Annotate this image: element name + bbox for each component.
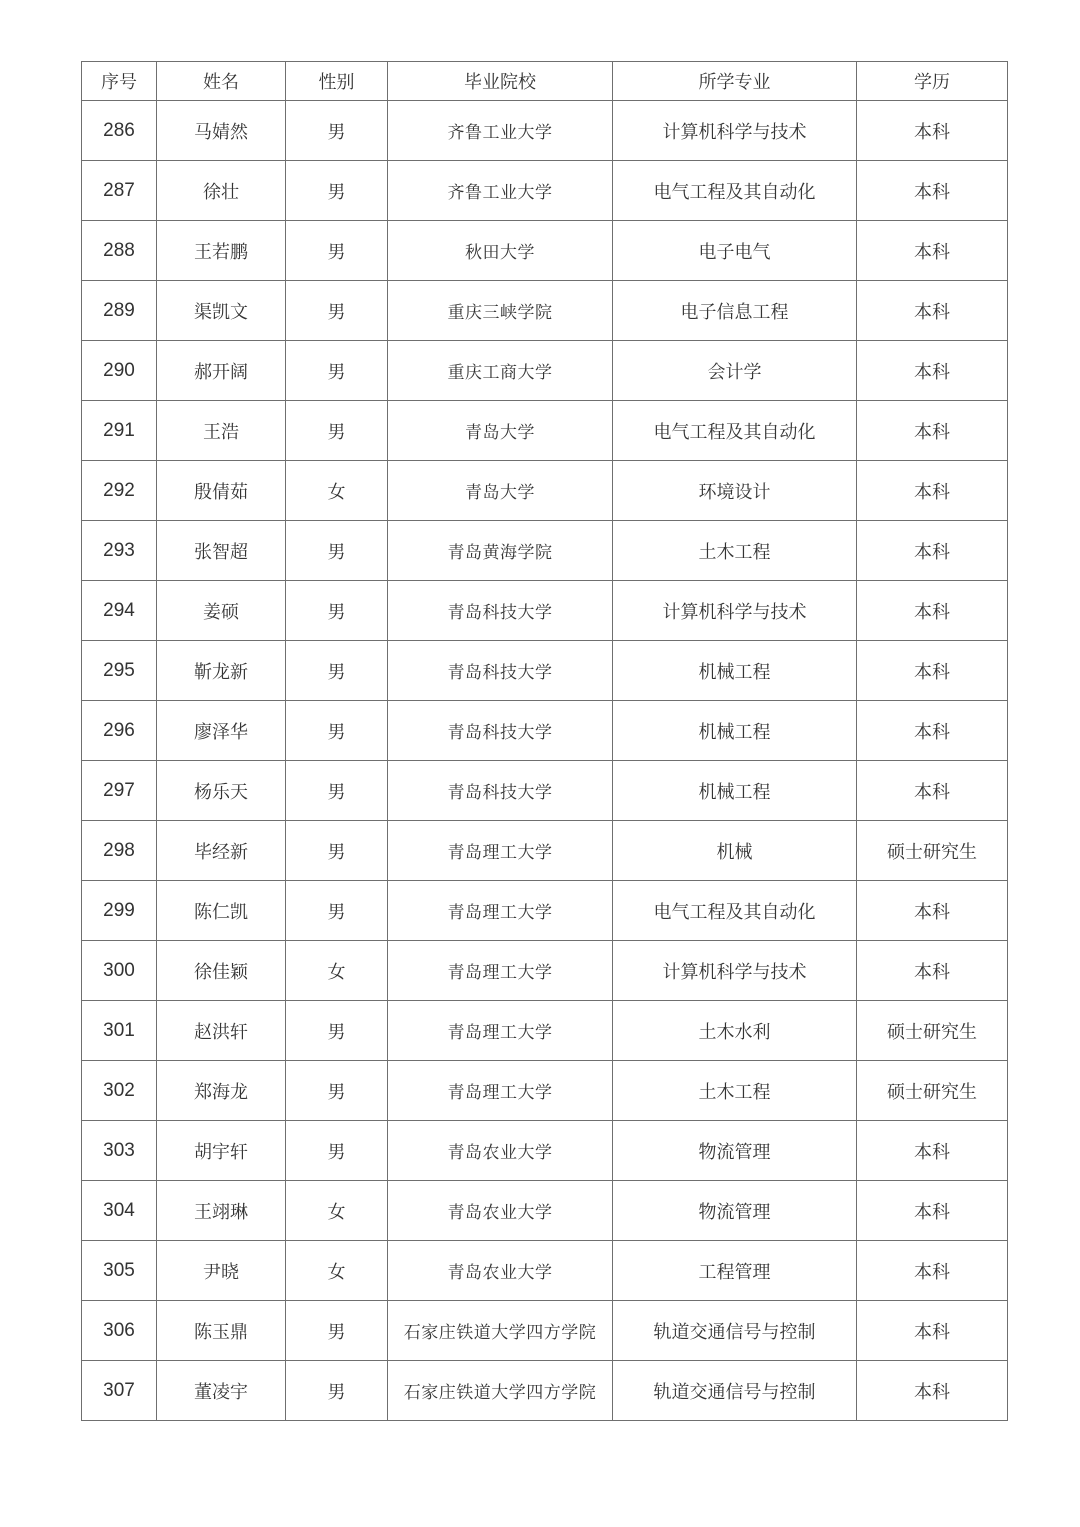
- cell-gender: 男: [286, 641, 388, 701]
- cell-serial-number: 306: [82, 1301, 157, 1361]
- table-row: [82, 941, 1008, 1001]
- cell-name: 陈玉鼎: [157, 1301, 286, 1361]
- cell-gender: 男: [286, 281, 388, 341]
- cell-school: 青岛科技大学: [388, 581, 613, 641]
- cell-degree: 本科: [857, 1361, 1008, 1421]
- cell-degree: 本科: [857, 881, 1008, 941]
- cell-major: 计算机科学与技术: [613, 101, 857, 161]
- header-school: 毕业院校: [388, 62, 613, 101]
- cell-serial-number: 286: [82, 101, 157, 161]
- cell-major: 环境设计: [613, 461, 857, 521]
- cell-serial-number: 288: [82, 221, 157, 281]
- cell-name: 毕经新: [157, 821, 286, 881]
- cell-gender: 男: [286, 401, 388, 461]
- cell-gender: 女: [286, 1181, 388, 1241]
- roster-table: [81, 61, 1008, 1421]
- cell-name: 王浩: [157, 401, 286, 461]
- cell-name: 靳龙新: [157, 641, 286, 701]
- cell-name: 姜硕: [157, 581, 286, 641]
- cell-serial-number: 291: [82, 401, 157, 461]
- table-row: [82, 461, 1008, 521]
- cell-gender: 男: [286, 581, 388, 641]
- cell-major: 轨道交通信号与控制: [613, 1361, 857, 1421]
- cell-school: 青岛理工大学: [388, 881, 613, 941]
- cell-name: 徐壮: [157, 161, 286, 221]
- cell-serial-number: 293: [82, 521, 157, 581]
- cell-name: 王翊琳: [157, 1181, 286, 1241]
- cell-serial-number: 295: [82, 641, 157, 701]
- table-body: [82, 101, 1008, 1421]
- cell-degree: 硕士研究生: [857, 821, 1008, 881]
- cell-school: 青岛理工大学: [388, 941, 613, 1001]
- cell-name: 董凌宇: [157, 1361, 286, 1421]
- cell-school: 青岛理工大学: [388, 1061, 613, 1121]
- cell-name: 赵洪轩: [157, 1001, 286, 1061]
- cell-serial-number: 300: [82, 941, 157, 1001]
- cell-name: 殷倩茹: [157, 461, 286, 521]
- cell-major: 计算机科学与技术: [613, 581, 857, 641]
- cell-name: 尹晓: [157, 1241, 286, 1301]
- cell-degree: 本科: [857, 281, 1008, 341]
- cell-degree: 本科: [857, 341, 1008, 401]
- cell-major: 机械工程: [613, 761, 857, 821]
- cell-school: 齐鲁工业大学: [388, 101, 613, 161]
- table-row: [82, 281, 1008, 341]
- cell-gender: 女: [286, 461, 388, 521]
- cell-gender: 男: [286, 521, 388, 581]
- table-row: [82, 1121, 1008, 1181]
- table-row: [82, 401, 1008, 461]
- table-row: [82, 1061, 1008, 1121]
- table-row: [82, 521, 1008, 581]
- cell-serial-number: 307: [82, 1361, 157, 1421]
- table-row: [82, 881, 1008, 941]
- cell-school: 秋田大学: [388, 221, 613, 281]
- cell-name: 张智超: [157, 521, 286, 581]
- cell-major: 土木水利: [613, 1001, 857, 1061]
- cell-school: 石家庄铁道大学四方学院: [388, 1361, 613, 1421]
- cell-gender: 男: [286, 761, 388, 821]
- table-row: [82, 1301, 1008, 1361]
- cell-school: 重庆工商大学: [388, 341, 613, 401]
- cell-major: 土木工程: [613, 1061, 857, 1121]
- cell-serial-number: 287: [82, 161, 157, 221]
- cell-major: 电子信息工程: [613, 281, 857, 341]
- cell-serial-number: 290: [82, 341, 157, 401]
- cell-serial-number: 292: [82, 461, 157, 521]
- cell-school: 重庆三峡学院: [388, 281, 613, 341]
- cell-serial-number: 304: [82, 1181, 157, 1241]
- cell-major: 物流管理: [613, 1121, 857, 1181]
- cell-degree: 本科: [857, 641, 1008, 701]
- cell-major: 机械工程: [613, 701, 857, 761]
- cell-school: 青岛大学: [388, 461, 613, 521]
- table-row: [82, 761, 1008, 821]
- cell-serial-number: 305: [82, 1241, 157, 1301]
- cell-serial-number: 289: [82, 281, 157, 341]
- cell-degree: 本科: [857, 401, 1008, 461]
- cell-degree: 本科: [857, 941, 1008, 1001]
- header-serial-number: 序号: [82, 62, 157, 101]
- cell-school: 青岛理工大学: [388, 821, 613, 881]
- cell-degree: 本科: [857, 161, 1008, 221]
- cell-school: 青岛科技大学: [388, 701, 613, 761]
- table-row: [82, 1361, 1008, 1421]
- cell-degree: 本科: [857, 221, 1008, 281]
- cell-school: 青岛大学: [388, 401, 613, 461]
- cell-school: 青岛科技大学: [388, 641, 613, 701]
- cell-degree: 本科: [857, 101, 1008, 161]
- cell-name: 渠凯文: [157, 281, 286, 341]
- cell-degree: 本科: [857, 761, 1008, 821]
- table-row: [82, 1001, 1008, 1061]
- cell-name: 胡宇轩: [157, 1121, 286, 1181]
- cell-name: 杨乐天: [157, 761, 286, 821]
- cell-gender: 男: [286, 1361, 388, 1421]
- cell-serial-number: 303: [82, 1121, 157, 1181]
- cell-serial-number: 301: [82, 1001, 157, 1061]
- cell-school: 青岛农业大学: [388, 1241, 613, 1301]
- cell-school: 齐鲁工业大学: [388, 161, 613, 221]
- cell-name: 郑海龙: [157, 1061, 286, 1121]
- cell-serial-number: 302: [82, 1061, 157, 1121]
- cell-serial-number: 297: [82, 761, 157, 821]
- cell-gender: 男: [286, 881, 388, 941]
- header-row: [82, 62, 1008, 101]
- cell-gender: 男: [286, 161, 388, 221]
- cell-gender: 女: [286, 941, 388, 1001]
- cell-name: 郝开阔: [157, 341, 286, 401]
- cell-degree: 本科: [857, 1301, 1008, 1361]
- cell-gender: 男: [286, 1301, 388, 1361]
- cell-major: 电子电气: [613, 221, 857, 281]
- cell-degree: 本科: [857, 1241, 1008, 1301]
- cell-gender: 男: [286, 1001, 388, 1061]
- cell-degree: 本科: [857, 581, 1008, 641]
- cell-major: 机械: [613, 821, 857, 881]
- cell-serial-number: 299: [82, 881, 157, 941]
- cell-degree: 硕士研究生: [857, 1001, 1008, 1061]
- cell-serial-number: 298: [82, 821, 157, 881]
- cell-major: 工程管理: [613, 1241, 857, 1301]
- cell-major: 机械工程: [613, 641, 857, 701]
- cell-major: 土木工程: [613, 521, 857, 581]
- cell-major: 会计学: [613, 341, 857, 401]
- cell-major: 电气工程及其自动化: [613, 161, 857, 221]
- cell-gender: 男: [286, 821, 388, 881]
- cell-name: 马婧然: [157, 101, 286, 161]
- table-row: [82, 161, 1008, 221]
- table-row: [82, 641, 1008, 701]
- cell-school: 青岛科技大学: [388, 761, 613, 821]
- cell-major: 物流管理: [613, 1181, 857, 1241]
- cell-serial-number: 294: [82, 581, 157, 641]
- table-row: [82, 821, 1008, 881]
- table-row: [82, 1181, 1008, 1241]
- table-row: [82, 221, 1008, 281]
- cell-degree: 本科: [857, 1121, 1008, 1181]
- cell-degree: 本科: [857, 461, 1008, 521]
- cell-gender: 女: [286, 1241, 388, 1301]
- cell-school: 青岛理工大学: [388, 1001, 613, 1061]
- cell-school: 青岛农业大学: [388, 1181, 613, 1241]
- cell-degree: 硕士研究生: [857, 1061, 1008, 1121]
- cell-gender: 男: [286, 701, 388, 761]
- cell-school: 青岛农业大学: [388, 1121, 613, 1181]
- cell-gender: 男: [286, 1121, 388, 1181]
- header-major: 所学专业: [613, 62, 857, 101]
- table-row: [82, 701, 1008, 761]
- cell-gender: 男: [286, 341, 388, 401]
- table-row: [82, 581, 1008, 641]
- table-row: [82, 1241, 1008, 1301]
- cell-name: 陈仁凯: [157, 881, 286, 941]
- cell-gender: 男: [286, 1061, 388, 1121]
- cell-major: 电气工程及其自动化: [613, 401, 857, 461]
- cell-school: 青岛黄海学院: [388, 521, 613, 581]
- header-gender: 性别: [286, 62, 388, 101]
- cell-name: 廖泽华: [157, 701, 286, 761]
- cell-degree: 本科: [857, 1181, 1008, 1241]
- header-degree: 学历: [857, 62, 1008, 101]
- cell-degree: 本科: [857, 701, 1008, 761]
- table-row: [82, 341, 1008, 401]
- cell-gender: 男: [286, 221, 388, 281]
- header-name: 姓名: [157, 62, 286, 101]
- cell-serial-number: 296: [82, 701, 157, 761]
- cell-name: 徐佳颖: [157, 941, 286, 1001]
- cell-name: 王若鹏: [157, 221, 286, 281]
- table-header: [82, 62, 1008, 101]
- cell-major: 轨道交通信号与控制: [613, 1301, 857, 1361]
- table-row: [82, 101, 1008, 161]
- cell-degree: 本科: [857, 521, 1008, 581]
- cell-major: 电气工程及其自动化: [613, 881, 857, 941]
- cell-gender: 男: [286, 101, 388, 161]
- cell-major: 计算机科学与技术: [613, 941, 857, 1001]
- cell-school: 石家庄铁道大学四方学院: [388, 1301, 613, 1361]
